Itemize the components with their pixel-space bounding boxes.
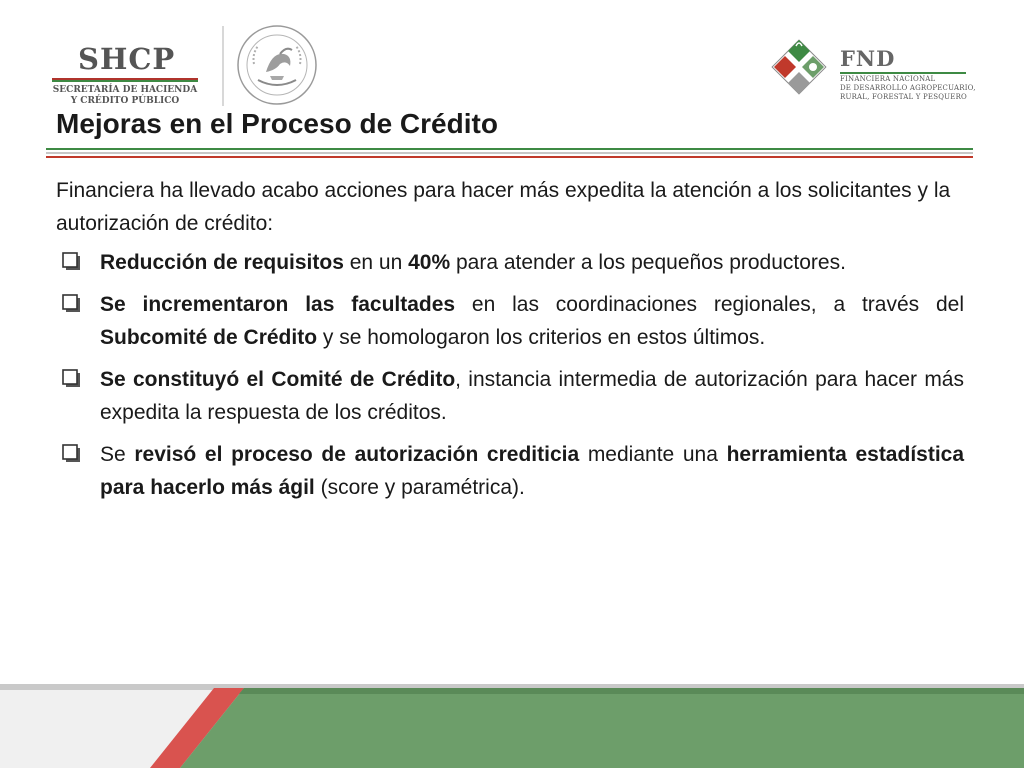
bullet-text-bold: Reducción de requisitos — [100, 251, 344, 274]
logo-divider — [222, 26, 224, 106]
bullet-text: (score y paramétrica). — [314, 476, 525, 499]
bullet-item — [56, 363, 964, 429]
bullet-text-bold: Se constituyó el Comité de Crédito — [100, 368, 456, 391]
bullet-item — [56, 288, 964, 354]
fnd-logo-subtitle-1: FINANCIERA NACIONAL — [840, 75, 936, 83]
bullet-text: y se homologaron los criterios en estos últimos. — [317, 326, 766, 349]
bullet-item — [56, 438, 964, 504]
title-underline — [46, 148, 973, 160]
bullet-text: mediante una — [579, 443, 727, 466]
checkbox-bullet-icon — [62, 444, 82, 464]
fnd-logo-mark: FND — [840, 46, 896, 71]
title-rule-red — [46, 156, 973, 158]
fnd-logo-subtitle — [840, 75, 980, 102]
bullet-text-bold: herramienta estadística para hacerlo más ágil — [100, 443, 965, 499]
intro-paragraph: Financiera ha llevado acabo acciones para hacer más expedita la atención a los solicitantes y la autorización de crédito: — [56, 179, 951, 235]
bullet-text: , instancia intermedia de autorización para hacer más expedita la respuesta de los créditos. — [100, 368, 964, 424]
bullet-text-bold: Se incrementaron las facultades — [100, 293, 456, 316]
checkbox-bullet-icon — [62, 294, 82, 314]
shcp-logo-subtitle-1: SECRETARÍA DE HACIENDA — [52, 85, 198, 95]
bullet-text-bold: Subcomité de Crédito — [100, 326, 318, 349]
bullet-text: Se — [100, 443, 135, 466]
shcp-logo-mark: SHCP — [78, 42, 176, 76]
title-rule-green — [46, 148, 973, 150]
fnd-logo — [766, 34, 976, 100]
checkbox-bullet-icon — [62, 369, 82, 389]
footer-band — [0, 684, 1024, 768]
slide-body — [56, 174, 964, 513]
fnd-logo-rule — [840, 72, 966, 74]
bullet-text-bold: 40% — [408, 251, 451, 274]
fnd-diamond-icon — [766, 34, 832, 100]
shcp-logo-rule — [52, 78, 198, 82]
shcp-logo — [52, 44, 198, 107]
bullet-item — [56, 246, 964, 279]
title-rule-grey — [46, 152, 973, 154]
slide-title: Mejoras en el Proceso de Crédito — [56, 108, 498, 139]
shcp-logo-subtitle-2: Y CRÉDITO PÚBLICO — [70, 96, 180, 106]
bullet-list — [56, 246, 964, 504]
national-seal-icon — [236, 24, 318, 106]
bullet-text: en un — [343, 251, 409, 274]
bullet-text: en las coordinaciones regionales, a través del — [455, 293, 964, 316]
checkbox-bullet-icon — [62, 252, 82, 272]
bullet-text-bold: revisó el proceso de autorización crediticia — [134, 443, 580, 466]
bullet-text: para atender a los pequeños productores. — [450, 251, 846, 274]
fnd-logo-subtitle-2: DE DESARROLLO AGROPECUARIO, — [840, 84, 976, 92]
fnd-logo-subtitle-3: RURAL, FORESTAL Y PESQUERO — [840, 93, 967, 101]
